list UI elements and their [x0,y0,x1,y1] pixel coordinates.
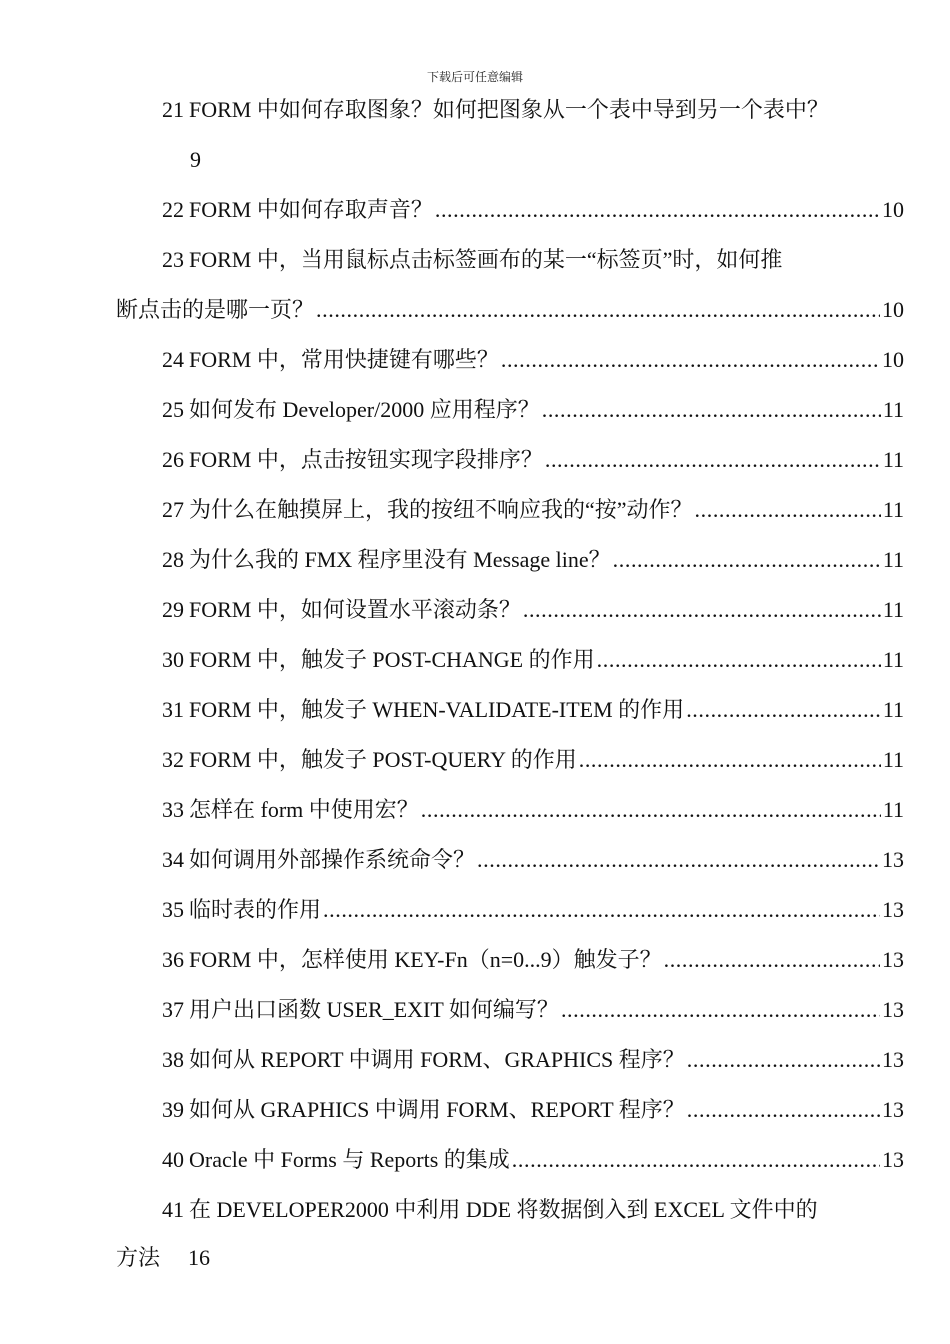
toc-entry-title: FORM 中，当用鼠标点击标签画布的某一“标签页”时，如何推 [189,247,783,272]
toc-entry-number: 24 [162,347,184,372]
toc-entry-number: 40 [162,1147,184,1172]
toc-entry-title: 如何从 REPORT 中调用 FORM、GRAPHICS 程序？ [189,1047,685,1072]
toc-entry-number: 36 [162,947,184,972]
toc-entry-31[interactable] [162,695,904,725]
toc-entry-page: 11 [882,597,904,622]
toc-entry-page: 9 [190,147,201,172]
dot-leader [579,745,881,775]
toc-entry-page: 16 [188,1245,211,1270]
dot-leader [421,795,881,825]
toc-entry-21[interactable] [162,95,904,125]
toc-entry-page: 10 [882,297,904,322]
toc-entry-title: FORM 中如何存取声音？ [189,197,433,222]
dot-leader [523,595,881,625]
toc-entry-title: 如何发布 Developer/2000 应用程序？ [189,397,540,422]
toc-entry-page: 13 [882,1147,904,1172]
toc-entry-39[interactable] [162,1095,904,1125]
dot-leader [597,645,881,675]
toc-entry-21-continuation [190,145,904,175]
toc-entry-title: 为什么在触摸屏上，我的按纽不响应我的“按”动作？ [189,497,693,522]
toc-entry-number: 37 [162,997,184,1022]
page-header: 下载后可任意编辑 [426,70,523,84]
dot-leader [323,895,880,925]
dot-leader [561,995,880,1025]
toc-entry-26[interactable] [162,445,904,475]
toc-entry-page: 10 [882,197,904,222]
toc-entry-36[interactable] [162,945,904,975]
toc-entry-25[interactable] [162,395,904,425]
toc-entry-page: 13 [882,1047,904,1072]
toc-entry-number: 21 [162,97,184,122]
dot-leader [686,695,881,725]
toc-entry-35[interactable] [162,895,904,925]
toc-entry-page: 13 [882,947,904,972]
toc-entry-27[interactable] [162,495,904,525]
toc-entry-38[interactable] [162,1045,904,1075]
toc-entry-number: 22 [162,197,184,222]
toc-entry-title: 方法 [116,1245,161,1270]
toc-entry-title: 断点击的是哪一页？ [116,297,315,322]
toc-entry-page: 11 [882,547,904,572]
toc-entry-page: 11 [882,497,904,522]
toc-entry-number: 41 [162,1197,184,1222]
toc-entry-page: 13 [882,847,904,872]
toc-entry-number: 30 [162,647,184,672]
toc-entry-number: 38 [162,1047,184,1072]
toc-entry-37[interactable] [162,995,904,1025]
toc-entry-number: 33 [162,797,184,822]
toc-entry-title: 怎样在 form 中使用宏？ [189,797,419,822]
toc-entry-number: 23 [162,247,184,272]
toc-entry-page: 11 [882,747,904,772]
toc-entry-34[interactable] [162,845,904,875]
toc-entry-title: 如何调用外部操作系统命令？ [189,847,476,872]
toc-entry-page: 13 [882,997,904,1022]
toc-entry-title: FORM 中，点击按钮实现字段排序？ [189,447,543,472]
toc-entry-number: 31 [162,697,184,722]
dot-leader [477,845,880,875]
toc-entry-41-continuation[interactable] [116,1243,904,1273]
dot-leader [687,1095,880,1125]
dot-leader [687,1045,880,1075]
dot-leader [613,545,881,575]
toc-entry-number: 25 [162,397,184,422]
toc-entry-page: 10 [882,347,904,372]
dot-leader [512,1145,880,1175]
toc-entry-title: 在 DEVELOPER2000 中利用 DDE 将数据倒入到 EXCEL 文件中的 [189,1197,818,1222]
toc-entry-title: FORM 中，怎样使用 KEY-Fn（n=0...9）触发子？ [189,947,662,972]
toc-entry-title: FORM 中，触发子 WHEN-VALIDATE-ITEM 的作用 [189,697,685,722]
dot-leader [664,945,880,975]
toc-entry-23[interactable] [162,245,904,275]
toc-entry-32[interactable] [162,745,904,775]
toc-entry-30[interactable] [162,645,904,675]
toc-entry-page: 11 [882,397,904,422]
toc-entry-40[interactable] [162,1145,904,1175]
toc-entry-number: 39 [162,1097,184,1122]
dot-leader [542,395,881,425]
toc-entry-title: FORM 中，常用快捷键有哪些？ [189,347,499,372]
toc-entry-page: 13 [882,1097,904,1122]
toc-entry-title: FORM 中，如何设置水平滚动条？ [189,597,521,622]
toc-entry-title: Oracle 中 Forms 与 Reports 的集成 [189,1147,510,1172]
dot-leader [545,445,881,475]
toc-entry-33[interactable] [162,795,904,825]
toc-entry-41[interactable] [162,1195,904,1225]
toc-entry-number: 29 [162,597,184,622]
toc-entry-24[interactable] [162,345,904,375]
toc-entry-title: FORM 中，触发子 POST-QUERY 的作用 [189,747,577,772]
toc-entry-title: 临时表的作用 [189,897,322,922]
dot-leader [501,345,880,375]
toc-entry-number: 26 [162,447,184,472]
toc-entry-page: 11 [882,647,904,672]
toc-entry-page: 11 [882,797,904,822]
dot-leader [316,295,880,325]
toc-entry-page: 11 [882,697,904,722]
toc-entry-29[interactable] [162,595,904,625]
toc-entry-page: 11 [882,447,904,472]
toc-entry-title: FORM 中如何存取图象？如何把图象从一个表中导到另一个表中？ [189,97,829,122]
toc-entry-number: 32 [162,747,184,772]
toc-entry-page: 13 [882,897,904,922]
toc-entry-title: 如何从 GRAPHICS 中调用 FORM、REPORT 程序？ [189,1097,685,1122]
toc-entry-28[interactable] [162,545,904,575]
toc-entry-23-continuation[interactable] [116,295,904,325]
toc-entry-title: 用户出口函数 USER_EXIT 如何编写？ [189,997,559,1022]
toc-entry-number: 28 [162,547,184,572]
toc-entry-number: 27 [162,497,184,522]
dot-leader [435,195,880,225]
toc-entry-number: 34 [162,847,184,872]
toc-entry-22[interactable] [162,195,904,225]
dot-leader [695,495,881,525]
toc-entry-title: 为什么我的 FMX 程序里没有 Message line？ [189,547,611,572]
toc-entry-number: 35 [162,897,184,922]
toc-entry-title: FORM 中，触发子 POST-CHANGE 的作用 [189,647,595,672]
